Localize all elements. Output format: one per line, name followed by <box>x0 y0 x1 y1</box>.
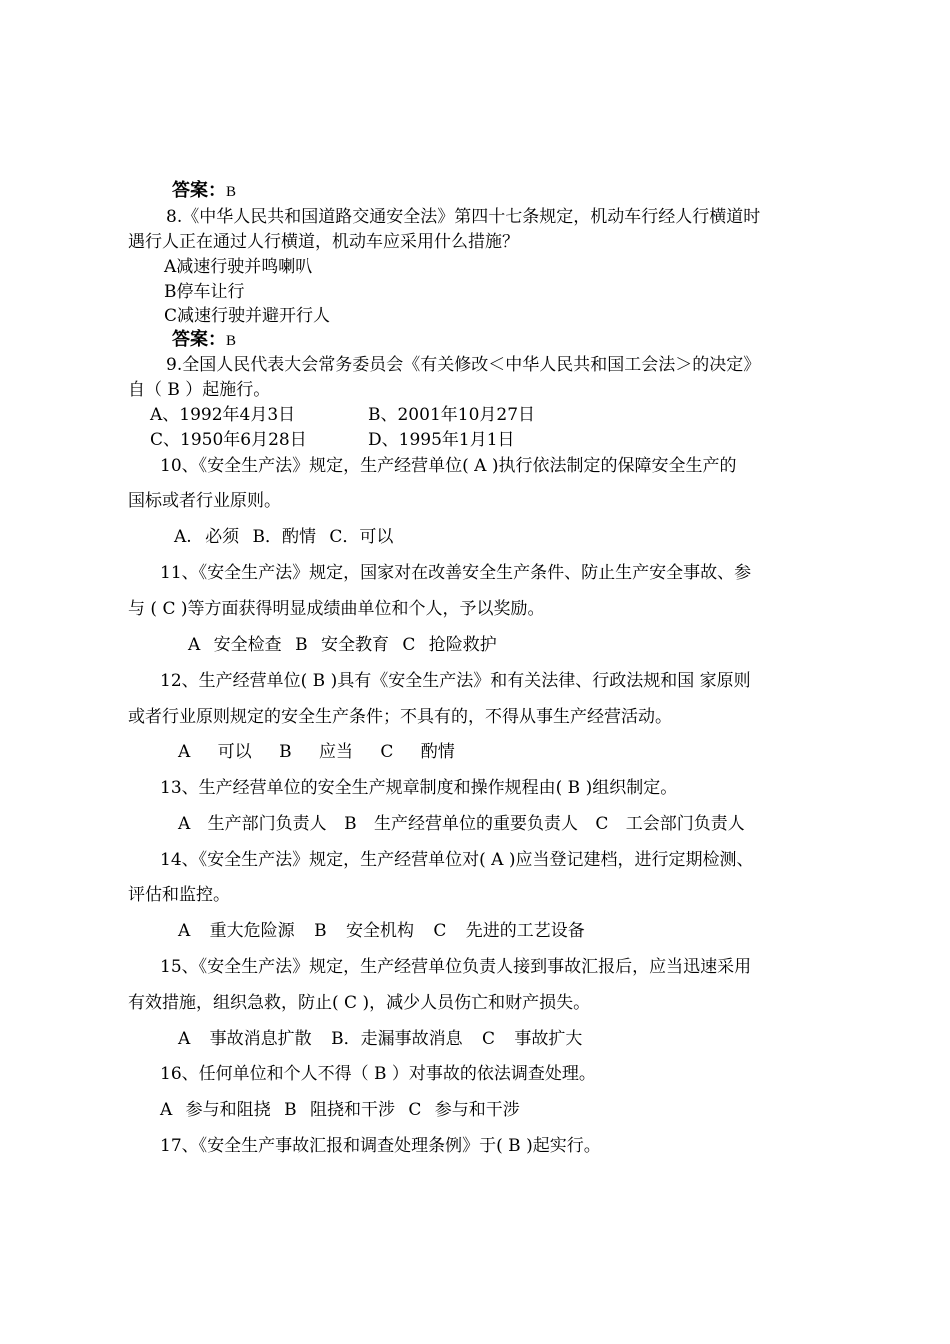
question-9-option-a: A、1992年4月3日 <box>150 405 296 425</box>
question-13-line-1: 13、生产经营单位的安全生产规章制度和操作规程由( B )组织制定。 <box>160 778 678 798</box>
question-15-line-1: 15、《安全生产法》规定，生产经营单位负责人接到事故汇报后，应当迅速采用 <box>160 957 752 977</box>
answer-value: B <box>226 184 237 200</box>
answer-label: 答案 <box>172 180 208 201</box>
question-15-line-2: 有效措施，组织急救，防止( C )，减少人员伤亡和财产损失。 <box>128 993 591 1013</box>
question-12-line-2: 或者行业原则规定的安全生产条件；不具有的，不得从事生产经营活动。 <box>128 707 672 727</box>
question-14-line-1: 14、《安全生产法》规定，生产经营单位对( A )应当登记建档，进行定期检测、 <box>160 850 754 870</box>
question-9-line-2: 自（ B ）起施行。 <box>128 380 271 400</box>
question-12-line-1: 12、生产经营单位( B )具有《安全生产法》和有关法律、行政法规和国 家原则 <box>160 671 751 691</box>
answer-line <box>172 180 236 203</box>
question-13-options: A 生产部门负责人 B 生产经营单位的重要负责人 C 工会部门负责人 <box>178 814 745 834</box>
question-15-options: A 事故消息扩散 B．走漏事故消息 C 事故扩大 <box>178 1029 583 1049</box>
question-11-options: A 安全检查 B 安全教育 C 抢险救护 <box>188 635 497 655</box>
question-14-line-2: 评估和监控。 <box>128 885 230 905</box>
question-8-option-b: B停车让行 <box>164 282 245 302</box>
question-8-line-1: 8.《中华人民共和国道路交通安全法》第四十七条规定，机动车行经人行横道时 <box>166 207 761 227</box>
question-8-option-c: C减速行驶并避开行人 <box>164 306 331 326</box>
question-9-option-c: C、1950年6月28日 <box>150 430 307 450</box>
question-17-line-1: 17、《安全生产事故汇报和调查处理条例》于( B )起实行。 <box>160 1136 601 1156</box>
question-10-options: A. 必须 B．酌情 C．可以 <box>174 527 394 547</box>
answer-label: 答案 <box>172 329 208 350</box>
question-10-line-2: 国标或者行业原则。 <box>128 491 281 511</box>
question-12-options: A 可以 B 应当 C 酌情 <box>178 742 455 762</box>
question-16-line-1: 16、任何单位和个人不得（ B ）对事故的依法调查处理。 <box>160 1064 596 1084</box>
question-11-line-2: 与 ( C )等方面获得明显成绩曲单位和个人，予以奖励。 <box>128 599 545 619</box>
question-9-option-b: B、2001年10月27日 <box>368 405 536 425</box>
question-9-line-1: 9.全国人民代表大会常务委员会《有关修改＜中华人民共和国工会法＞的决定》 <box>166 355 761 375</box>
answer-colon: ： <box>208 329 226 350</box>
question-14-options: A 重大危险源 B 安全机构 C 先进的工艺设备 <box>178 921 585 941</box>
question-11-line-1: 11、《安全生产法》规定，国家对在改善安全生产条件、防止生产安全事故、参 <box>160 563 752 583</box>
question-9-option-d: D、1995年1月1日 <box>368 430 515 450</box>
question-8-line-2: 遇行人正在通过人行横道，机动车应采用什么措施？ <box>128 232 519 252</box>
answer-line <box>172 329 236 352</box>
answer-colon: ： <box>208 180 226 201</box>
question-10-line-1: 10、《安全生产法》规定，生产经营单位( A )执行依法制定的保障安全生产的 <box>160 456 737 476</box>
question-8-option-a: A减速行驶并鸣喇叭 <box>164 257 313 277</box>
question-16-options: A 参与和阻挠 B 阻挠和干涉 C 参与和干涉 <box>160 1100 520 1120</box>
answer-value: B <box>226 333 237 349</box>
